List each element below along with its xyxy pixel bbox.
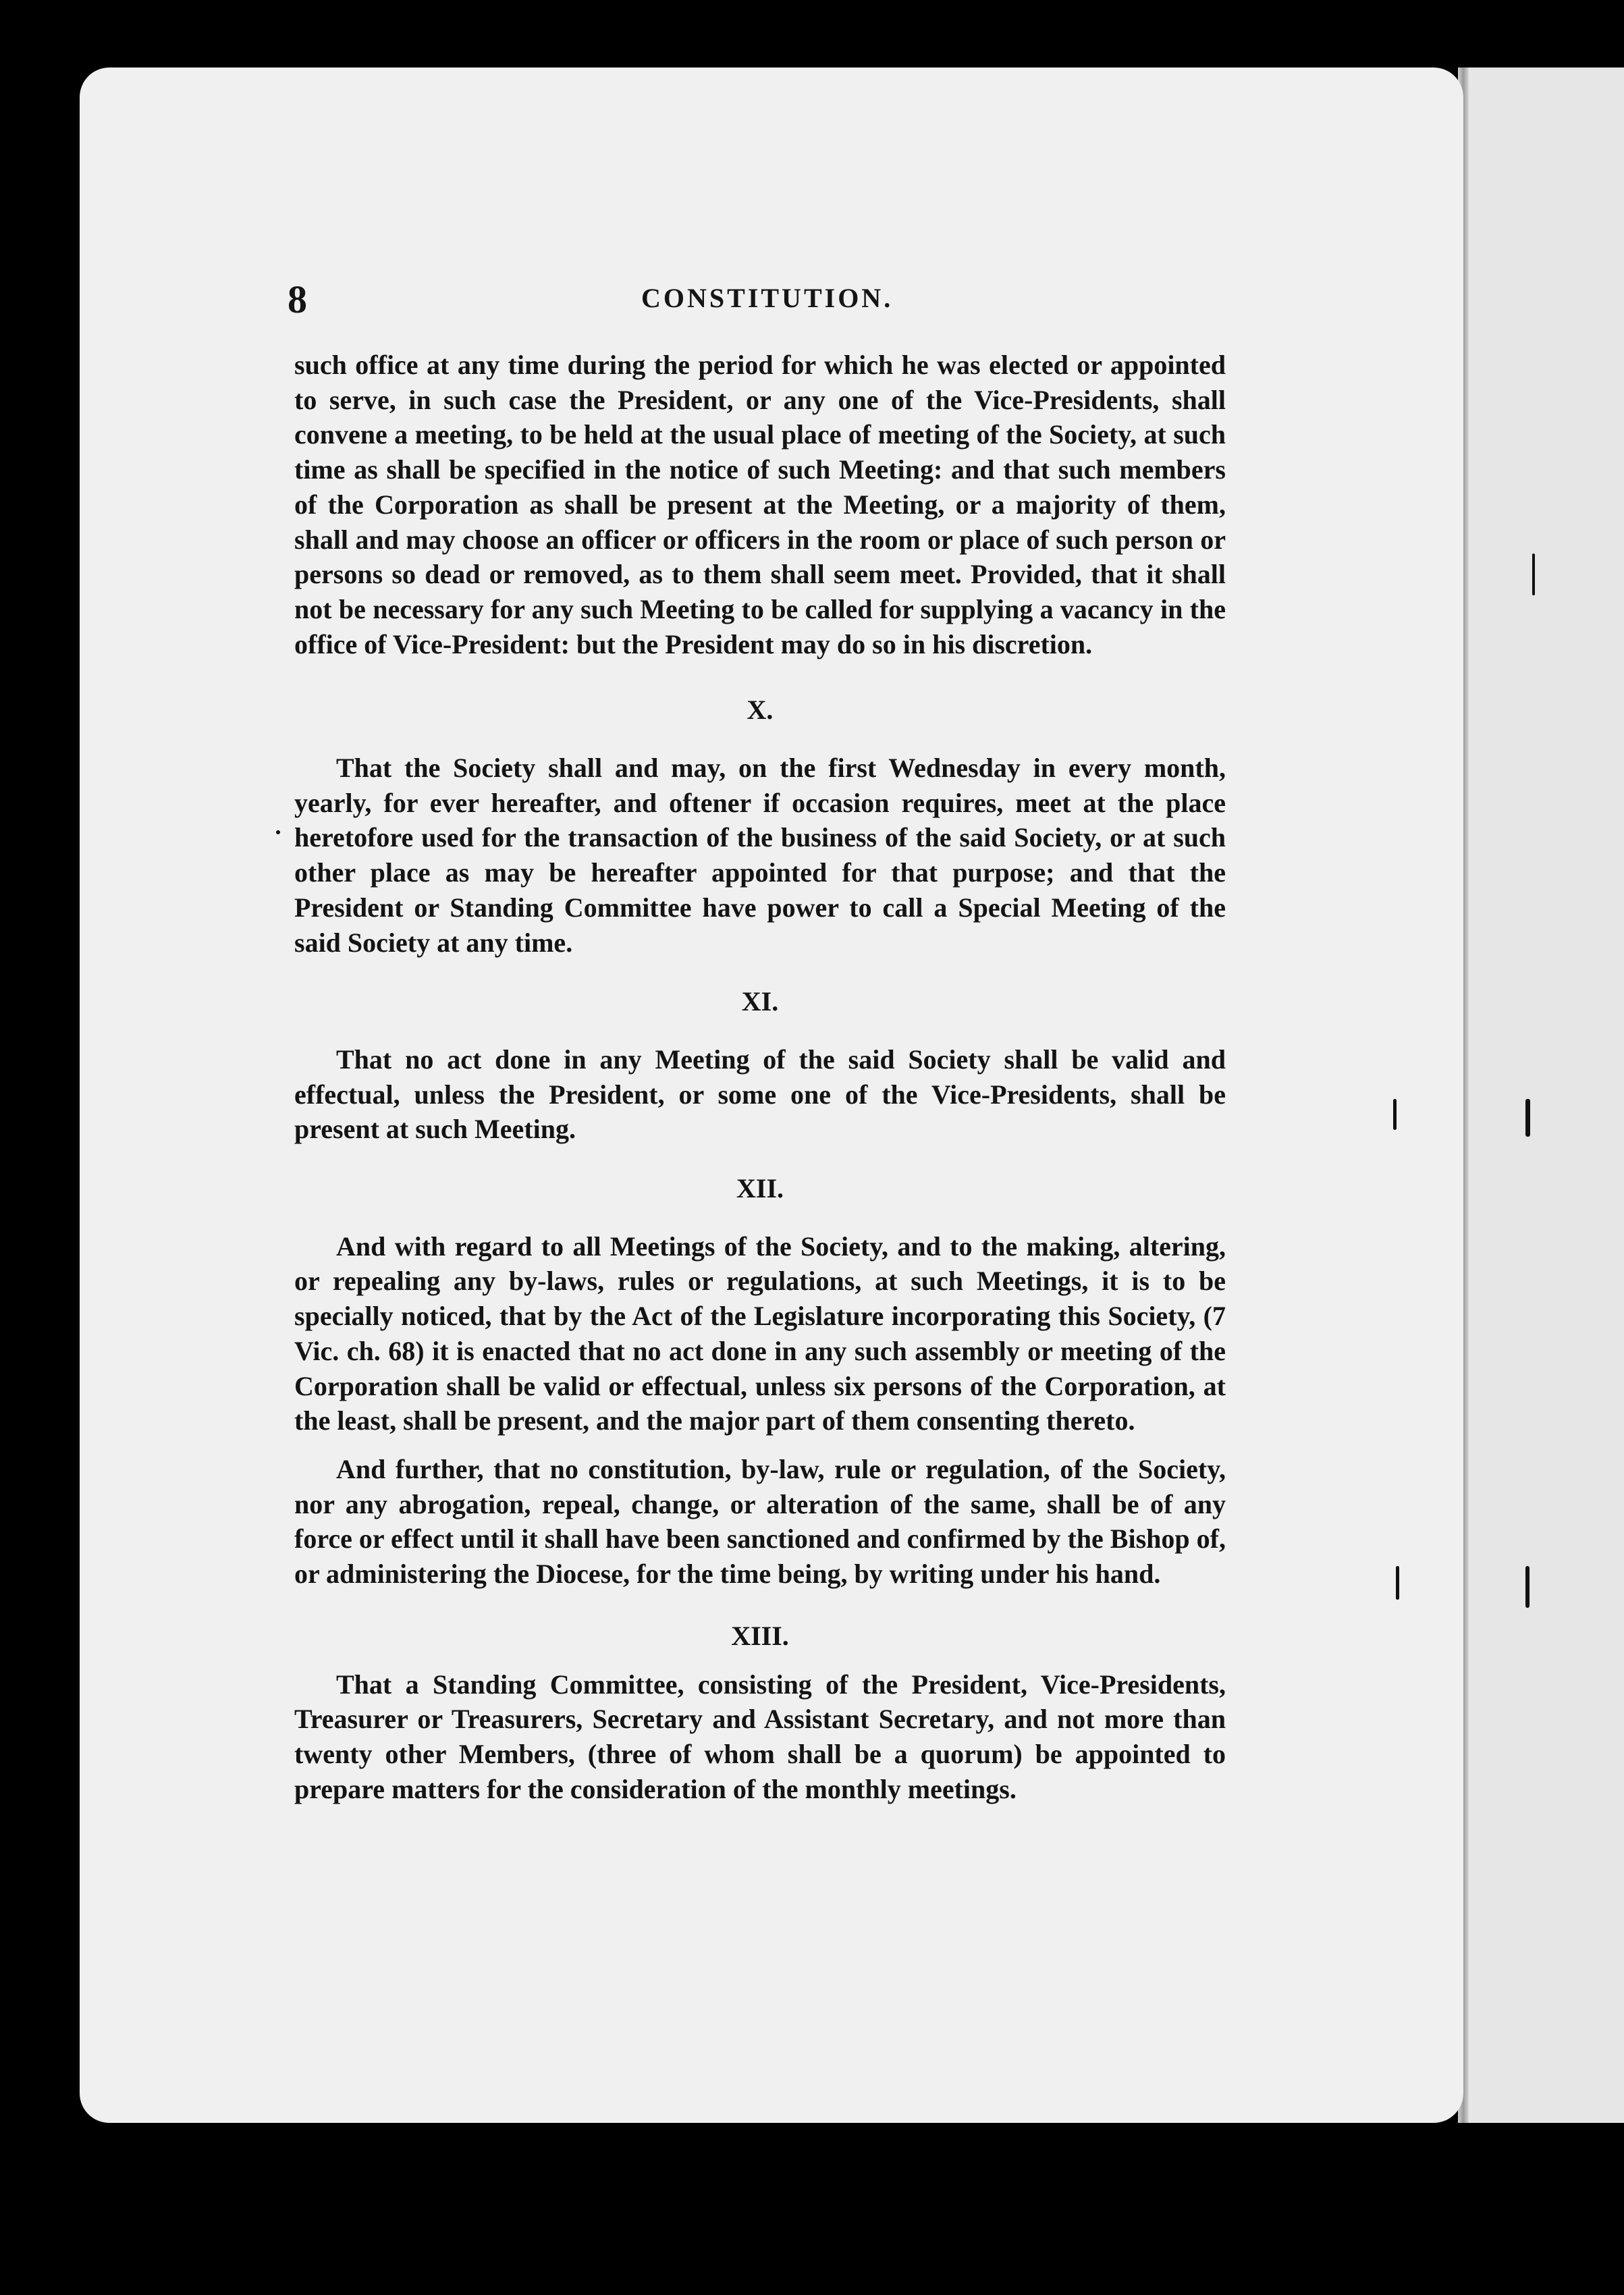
article-heading-xi: XI. — [741, 986, 779, 1017]
scan-mark — [276, 830, 280, 834]
article-xi-paragraph: That no act done in any Meeting of the said Society shall be valid and effectual, unless the President, or some one of the Vice-Presidents, shall be present at such Meeting. — [294, 1044, 1226, 1145]
scan-mark — [1393, 1099, 1397, 1130]
article-heading-x: X. — [747, 695, 774, 726]
article-heading-xiii: XIII. — [731, 1620, 789, 1651]
scan-mark — [1532, 554, 1535, 595]
article-x-paragraph: That the Society shall and may, on the first Wednesday in every month, yearly, for ever hereafter, and oftener if occasion requires, meet at the place heretofore used for the transaction of the business of the said Society, or at such other place as may be hereafter appointed for that purpose; and that the President or Standing Committee have power to call a Special Meeting of the said Society at any time. — [294, 753, 1226, 958]
scan-mark — [1396, 1566, 1399, 1600]
running-head: CONSTITUTION. — [641, 283, 894, 313]
page-body — [294, 348, 1226, 1806]
article-xii-paragraph-2: And further, that no constitution, by-law, rule or regulation, of the Society, nor any abrogation, repeal, change, or alteration of the same, shall be of any force or effect until it shall have been sanctioned and confirmed by the Bishop of, or administering the Diocese, for the time being, by writing under his hand. — [294, 1453, 1226, 1590]
scan-mark — [1525, 1566, 1530, 1608]
article-heading-xii: XII. — [736, 1173, 784, 1204]
article-xiii-paragraph: That a Standing Committee, consisting of the President, Vice-Presidents, Treasurer or Treasurers, Secretary and Assistant Secretary, and not more than twenty other Members, (three of whom shall be a quorum) be appointed to prepare matters for the consideration of the monthly meetings. — [294, 1669, 1226, 1804]
facing-page-edge — [1466, 68, 1624, 2123]
article-xii-paragraph-1: And with regard to all Meetings of the Society, and to the making, altering, or repealing any by-laws, rules or regulations, at such Meetings, it is to be specially noticed, that by the Act of the Legislature incorporating this Society, (7 Vic. ch. 68) it is enacted that no act done in any such assembly or meeting of the Corporation shall be valid or effectual, unless six persons of the Corporation, at the least, shall be present, and the major part of them consenting thereto. — [294, 1231, 1226, 1436]
page-number: 8 — [288, 277, 307, 321]
scan-mark — [1525, 1099, 1530, 1137]
paragraph-continued: such office at any time during the period for which he was elected or appointed to serve, in such case the President, or any one of the Vice-Presidents, shall convene a meeting, to be held at the usual place of meeting of the Society, at such time as shall be specified in the notice of such Meeting: and that such members of the Corporation as shall be present at the Meeting, or a majority of them, shall and may choose an officer or officers in the room or place of such person or persons so dead or removed, as to them shall seem meet. Provided, that it shall not be necessary for any such Meeting to be called for supplying a vacancy in the office of Vice-President: but the President may do so in his discretion. — [294, 350, 1226, 659]
